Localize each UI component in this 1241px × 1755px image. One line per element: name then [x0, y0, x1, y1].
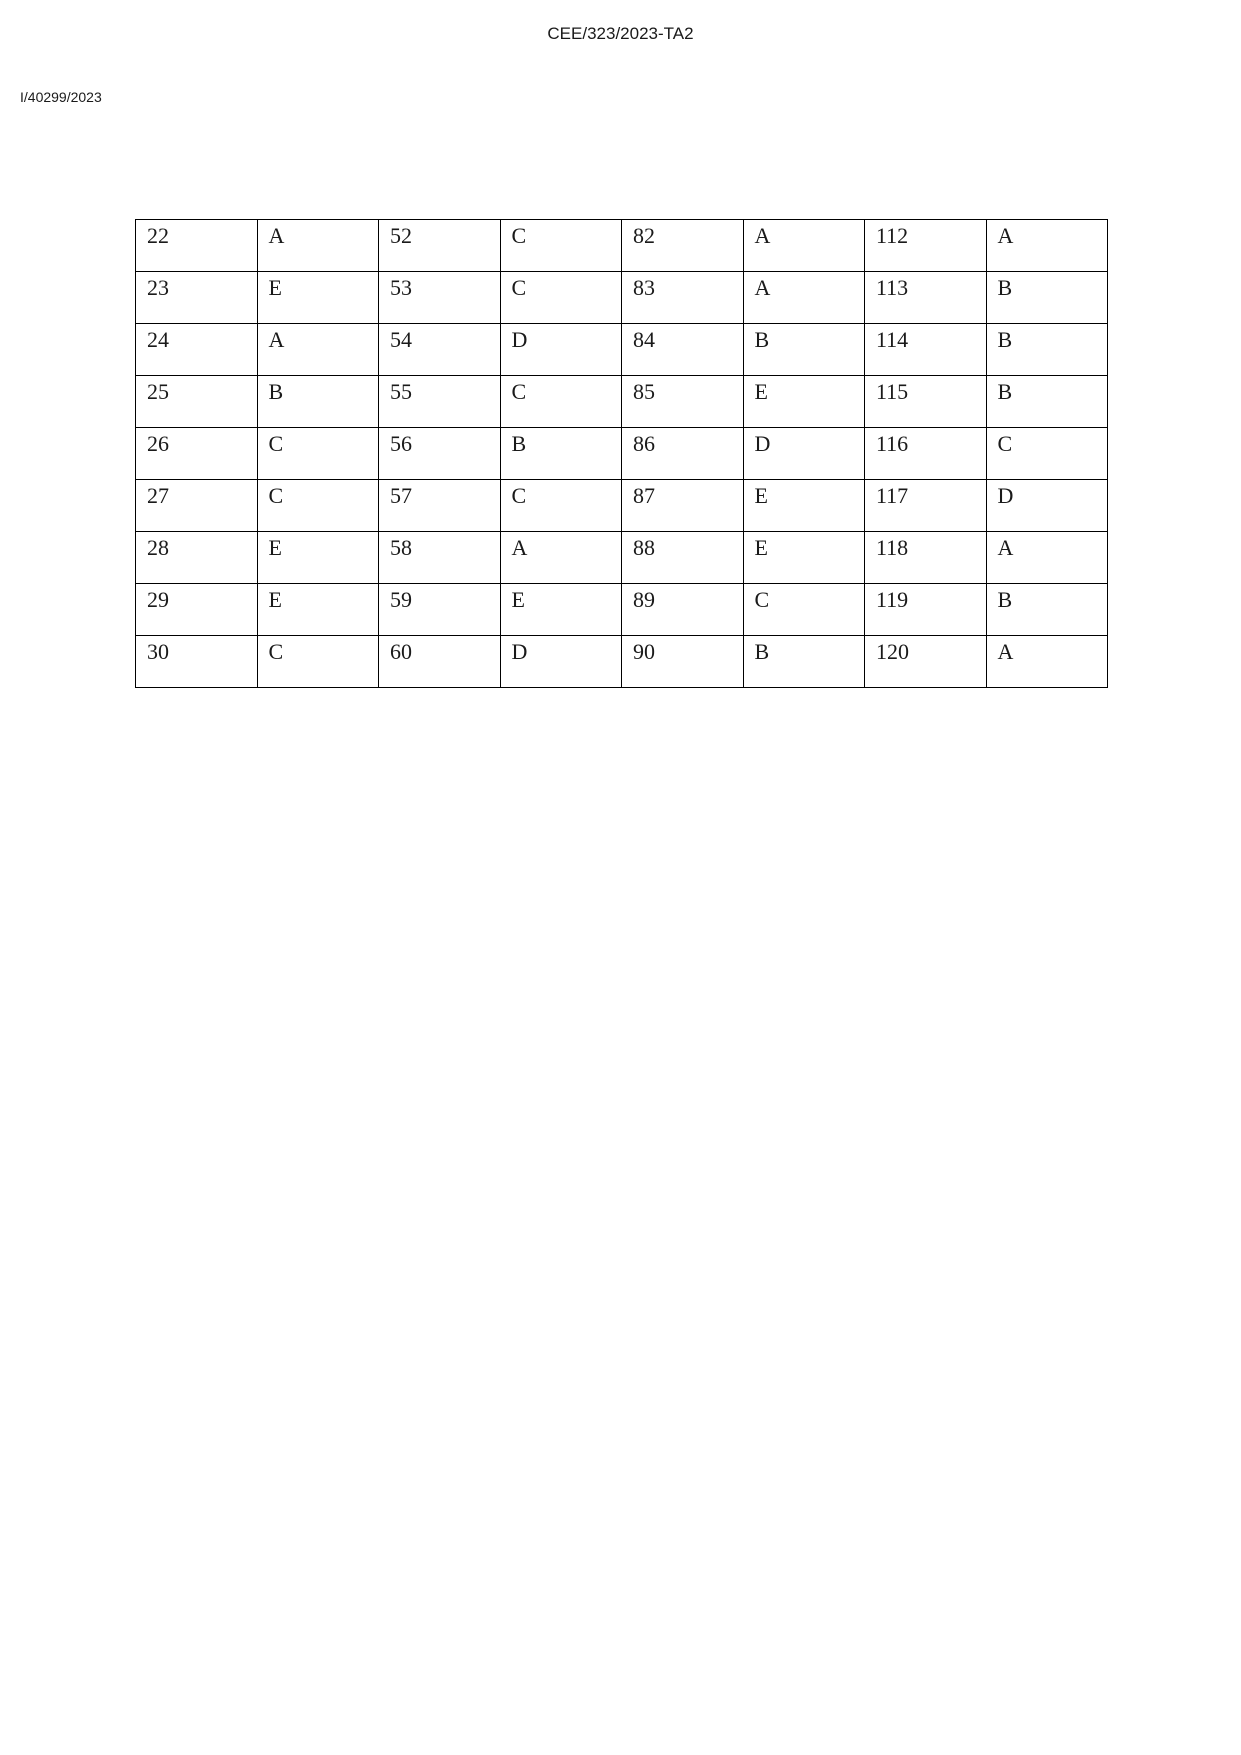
answer-cell: E: [743, 532, 865, 584]
question-number-cell: 89: [622, 584, 744, 636]
question-number-cell: 118: [865, 532, 987, 584]
question-number-cell: 53: [379, 272, 501, 324]
question-number-cell: 29: [136, 584, 258, 636]
document-reference: I/40299/2023: [20, 89, 102, 105]
answer-cell: A: [743, 272, 865, 324]
answer-cell: C: [500, 376, 622, 428]
answer-cell: E: [500, 584, 622, 636]
answer-cell: B: [986, 584, 1108, 636]
table-row: [136, 272, 1108, 324]
answer-cell: B: [257, 376, 379, 428]
table-row: [136, 584, 1108, 636]
answer-cell: E: [257, 532, 379, 584]
question-number-cell: 56: [379, 428, 501, 480]
answer-key-table: [135, 219, 1108, 688]
answer-cell: B: [500, 428, 622, 480]
answer-cell: B: [986, 272, 1108, 324]
answer-cell: E: [743, 480, 865, 532]
answer-cell: D: [500, 636, 622, 688]
answer-cell: C: [500, 272, 622, 324]
question-number-cell: 113: [865, 272, 987, 324]
answer-cell: C: [257, 636, 379, 688]
answer-cell: C: [257, 428, 379, 480]
answer-cell: E: [257, 584, 379, 636]
question-number-cell: 30: [136, 636, 258, 688]
question-number-cell: 28: [136, 532, 258, 584]
question-number-cell: 60: [379, 636, 501, 688]
answer-cell: B: [743, 324, 865, 376]
question-number-cell: 90: [622, 636, 744, 688]
answer-cell: A: [500, 532, 622, 584]
question-number-cell: 58: [379, 532, 501, 584]
question-number-cell: 83: [622, 272, 744, 324]
answer-cell: C: [500, 480, 622, 532]
question-number-cell: 87: [622, 480, 744, 532]
answer-cell: A: [743, 220, 865, 272]
answer-cell: B: [986, 324, 1108, 376]
answer-cell: C: [257, 480, 379, 532]
document-code: CEE/323/2023-TA2: [547, 24, 694, 43]
answer-cell: C: [500, 220, 622, 272]
answer-cell: A: [257, 324, 379, 376]
question-number-cell: 55: [379, 376, 501, 428]
answer-cell: D: [986, 480, 1108, 532]
answer-cell: A: [986, 636, 1108, 688]
question-number-cell: 117: [865, 480, 987, 532]
question-number-cell: 24: [136, 324, 258, 376]
answer-cell: A: [986, 220, 1108, 272]
question-number-cell: 25: [136, 376, 258, 428]
question-number-cell: 112: [865, 220, 987, 272]
question-number-cell: 27: [136, 480, 258, 532]
answer-cell: A: [986, 532, 1108, 584]
table-row: [136, 532, 1108, 584]
table-row: [136, 220, 1108, 272]
question-number-cell: 115: [865, 376, 987, 428]
question-number-cell: 114: [865, 324, 987, 376]
question-number-cell: 22: [136, 220, 258, 272]
table-row: [136, 480, 1108, 532]
question-number-cell: 85: [622, 376, 744, 428]
question-number-cell: 120: [865, 636, 987, 688]
question-number-cell: 26: [136, 428, 258, 480]
question-number-cell: 119: [865, 584, 987, 636]
table-row: [136, 428, 1108, 480]
question-number-cell: 54: [379, 324, 501, 376]
answer-cell: E: [743, 376, 865, 428]
answer-cell: D: [743, 428, 865, 480]
answer-cell: B: [743, 636, 865, 688]
table-row: [136, 324, 1108, 376]
answer-cell: B: [986, 376, 1108, 428]
question-number-cell: 52: [379, 220, 501, 272]
table-row: [136, 636, 1108, 688]
question-number-cell: 116: [865, 428, 987, 480]
question-number-cell: 82: [622, 220, 744, 272]
answer-cell: E: [257, 272, 379, 324]
question-number-cell: 57: [379, 480, 501, 532]
answer-cell: D: [500, 324, 622, 376]
answer-cell: C: [986, 428, 1108, 480]
question-number-cell: 59: [379, 584, 501, 636]
answer-cell: A: [257, 220, 379, 272]
table-row: [136, 376, 1108, 428]
question-number-cell: 23: [136, 272, 258, 324]
question-number-cell: 88: [622, 532, 744, 584]
question-number-cell: 86: [622, 428, 744, 480]
question-number-cell: 84: [622, 324, 744, 376]
answer-cell: C: [743, 584, 865, 636]
